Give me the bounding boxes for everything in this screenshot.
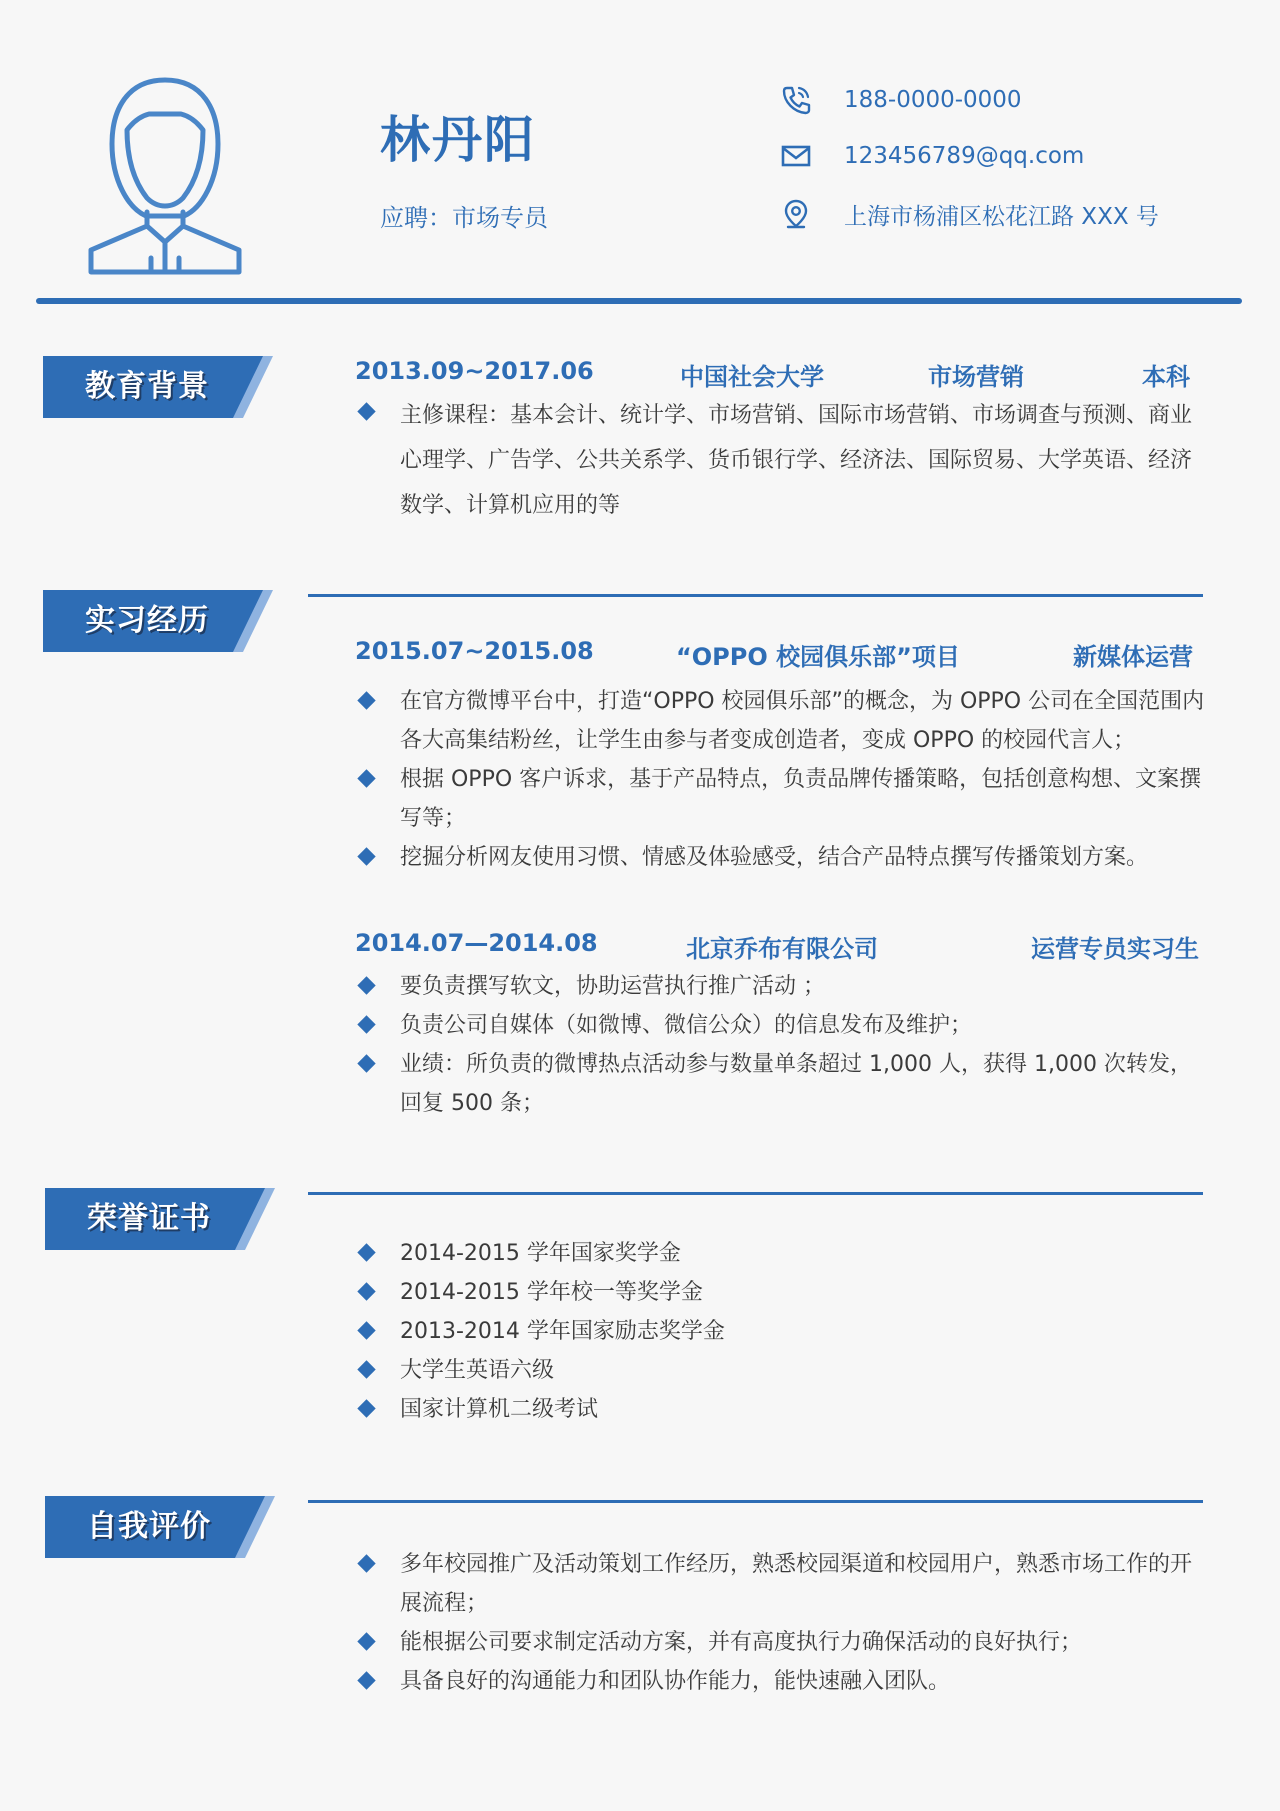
candidate-name: 林丹阳 [380,111,536,169]
contact-address [780,196,1159,232]
list-item [355,682,1205,760]
diamond-bullet-icon [357,1399,375,1417]
education-period: 2013.09~2017.06 [355,357,594,385]
entry-org: “OPPO 校园俱乐部”项目 [676,643,960,671]
list-item [355,1545,1205,1623]
honors-list [355,1234,1205,1429]
section-title: 教育背景 [85,369,209,404]
diamond-bullet-icon [357,1360,375,1378]
section-title: 自我评价 [87,1509,211,1544]
section-rule [308,1192,1203,1195]
email-text: 123456789@qq.com [844,143,1085,169]
bullet-text: 在官方微博平台中，打造“OPPO 校园俱乐部”的概念，为 OPPO 公司在全国范围内各大高集结粉丝，让学生由参与者变成创造者，变成 OPPO 的校园代言人； [400,689,1205,753]
entry-period: 2015.07~2015.08 [355,637,594,665]
bullet-text: 2014-2015 学年校一等奖学金 [400,1280,703,1305]
entry-role: 运营专员实习生 [1031,935,1199,963]
education-major: 市场营销 [928,363,1024,391]
bullet-text: 挖掘分析网友使用习惯、情感及体验感受，结合产品特点撰写传播策划方案。 [400,845,1149,870]
list-item [355,393,1205,528]
list-item [355,1623,1205,1662]
diamond-bullet-icon [357,1054,375,1072]
diamond-bullet-icon [357,691,375,709]
bullet-text: 国家计算机二级考试 [400,1397,599,1422]
bullet-text: 2013-2014 学年国家励志奖学金 [400,1319,725,1344]
job-objective: 应聘：市场专员 [380,204,548,232]
list-item [355,1006,1205,1045]
list-item [355,1273,1205,1312]
entry-role: 新媒体运营 [1073,643,1193,671]
internship-bullets [355,682,1205,877]
email-icon [780,140,812,172]
list-item [355,1234,1205,1273]
diamond-bullet-icon [357,769,375,787]
entry-period: 2014.07—2014.08 [355,929,598,957]
section-title: 荣誉证书 [87,1201,211,1236]
diamond-bullet-icon [357,1015,375,1033]
diamond-bullet-icon [357,1632,375,1650]
bullet-text: 要负责撰写软文，协助运营执行推广活动 ； [400,974,825,999]
diamond-bullet-icon [357,1243,375,1261]
bullet-text: 2014-2015 学年国家奖学金 [400,1241,681,1266]
section-header-self-eval [45,1496,275,1558]
diamond-bullet-icon [357,847,375,865]
education-degree: 本科 [1142,363,1190,391]
education-school: 中国社会大学 [680,363,824,391]
section-rule [308,594,1203,597]
header-divider [36,298,1242,304]
contact-phone [780,82,1022,118]
list-item [355,838,1205,877]
list-item [355,1045,1205,1123]
self-eval-list [355,1545,1205,1701]
education-entry-head [355,357,1205,393]
internship-entry-head [355,637,1205,673]
phone-icon [780,84,812,116]
internship-entry-head [355,929,1205,965]
section-title: 实习经历 [85,603,209,638]
section-header-education [43,356,273,418]
list-item [355,1312,1205,1351]
list-item [355,1390,1205,1429]
entry-org: 北京乔布有限公司 [686,935,878,963]
list-item [355,967,1205,1006]
avatar-icon [85,76,245,276]
bullet-text: 主修课程：基本会计、统计学、市场营销、国际市场营销、市场调查与预测、商业心理学、广告学、公共关系学、货币银行学、经济法、国际贸易、大学英语、经济数学、计算机应用的等 [400,403,1193,518]
bullet-text: 能根据公司要求制定活动方案，并有高度执行力确保活动的良好执行； [400,1630,1083,1655]
internship-bullets [355,967,1205,1123]
list-item [355,1662,1205,1701]
phone-text: 188-0000-0000 [844,87,1022,113]
section-header-honors [45,1188,275,1250]
bullet-text: 业绩：所负责的微博热点活动参与数量单条超过 1,000 人，获得 1,000 次转发，回复 500 条； [400,1052,1192,1116]
bullet-text: 多年校园推广及活动策划工作经历，熟悉校园渠道和校园用户，熟悉市场工作的开展流程； [400,1552,1193,1616]
diamond-bullet-icon [357,976,375,994]
section-rule [308,1500,1203,1503]
diamond-bullet-icon [357,1282,375,1300]
diamond-bullet-icon [357,1554,375,1572]
diamond-bullet-icon [357,1321,375,1339]
contact-email [780,138,1084,174]
section-header-internship [43,590,273,652]
bullet-text: 负责公司自媒体（如微博、微信公众）的信息发布及维护； [400,1013,973,1038]
location-icon [780,198,812,230]
list-item [355,1351,1205,1390]
bullet-text: 根据 OPPO 客户诉求，基于产品特点，负责品牌传播策略，包括创意构想、文案撰写等； [400,767,1202,831]
list-item [355,760,1205,838]
bullet-text: 具备良好的沟通能力和团队协作能力，能快速融入团队。 [400,1669,951,1694]
address-text: 上海市杨浦区松花江路 XXX 号 [844,203,1159,230]
bullet-text: 大学生英语六级 [400,1358,555,1383]
education-bullets [355,393,1205,528]
diamond-bullet-icon [357,1671,375,1689]
diamond-bullet-icon [357,402,375,420]
